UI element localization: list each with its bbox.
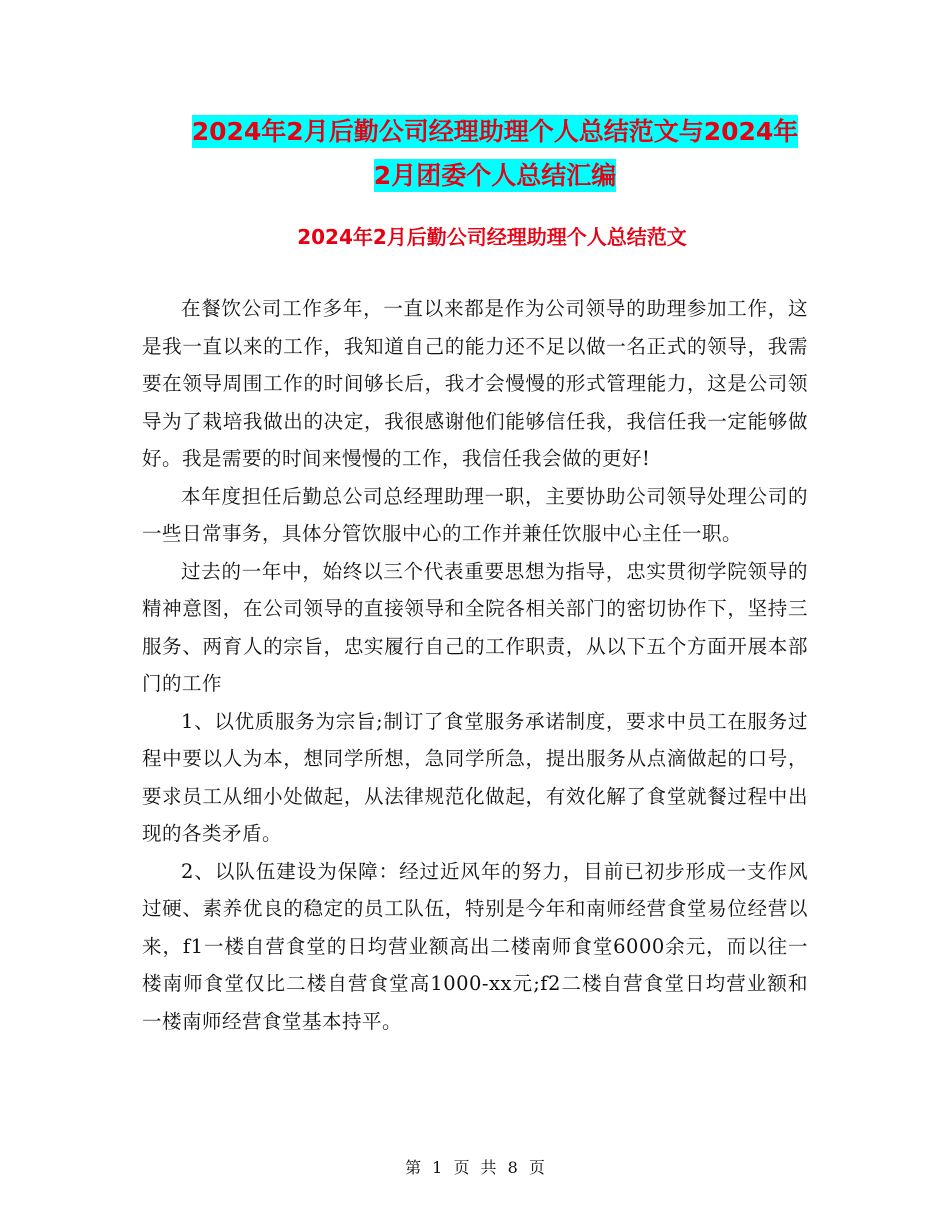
document-title-line-2 <box>140 156 850 192</box>
paragraph: 在餐饮公司工作多年，一直以来都是作为公司领导的助理参加工作，这是我一直以来的工作，我知道自己的能力还不足以做一名正式的领导，我需要在领导周围工作的时间够长后，我才会慢慢的形式管理能力，这是公司领导为了栽培我做出的决定，我很感谢他们能够信任我，我信任我一定能够做好。我是需要的时间来慢慢的工作，我信任我会做的更好! <box>142 297 808 470</box>
paragraph: 2、以队伍建设为保障：经过近风年的努力，目前已初步形成一支作风过硬、素养优良的稳定的员工队伍，特别是今年和南师经营食堂易位经营以来，f1一楼自营食堂的日均营业额高出二楼南师食堂6000余元，而以往一楼南师食堂仅比二楼自营食堂高1000-xx元;f2二楼自营食堂日均营业额和一楼南师经营食堂基本持平。 <box>142 859 808 1033</box>
paragraph: 过去的一年中，始终以三个代表重要思想为指导，忠实贯彻学院领导的精神意图，在公司领导的直接领导和全院各相关部门的密切协作下，坚持三服务、两育人的宗旨，忠实履行自己的工作职责，从以下五个方面开展本部门的工作 <box>142 559 808 695</box>
section-title: 2024年2月后勤公司经理助理个人总结范文 <box>297 225 687 249</box>
page-footer: 第 1 页 共 8 页 <box>405 1158 545 1177</box>
document-title-line-1 <box>140 112 850 148</box>
document-title-text-2: 2月团委个人总结汇编 <box>373 161 617 190</box>
document-title-text-1: 2024年2月后勤公司经理助理个人总结范文与2024年 <box>191 117 799 146</box>
paragraph: 本年度担任后勤总公司总经理助理一职，主要协助公司领导处理公司的一些日常事务，具体分管饮服中心的工作并兼任饮服中心主任一职。 <box>142 484 808 545</box>
paragraph: 1、以优质服务为宗旨;制订了食堂服务承诺制度，要求中员工在服务过程中要以人为本，想同学所想，急同学所急，提出服务从点滴做起的口号，要求员工从细小处做起，从法律规范化做起，有效化解了食堂就餐过程中出现的各类矛盾。 <box>142 709 808 845</box>
document-body <box>142 290 808 1040</box>
